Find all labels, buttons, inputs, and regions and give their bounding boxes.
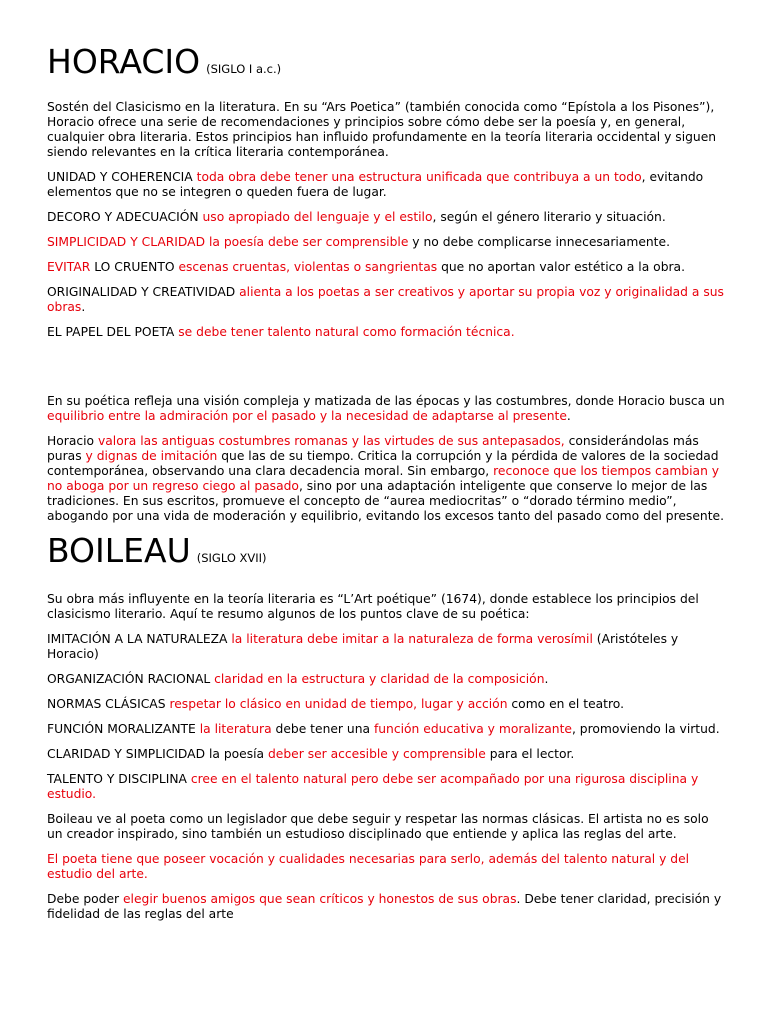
boileau-vocacion-paragraph: El poeta tiene que poseer vocación y cualidades necesarias para serlo, además del talento natural y del estudio del arte. [47,852,690,881]
point-talento: TALENTO Y DISCIPLINA cree en el talento natural pero debe ser acompañado por una rigurosa disciplina y estudio. [47,772,699,801]
principle-originalidad: ORIGINALIDAD Y CREATIVIDAD alienta a los poetas a ser creativos y aportar su propia voz y originalidad a sus obras. [47,285,724,314]
boileau-legislador-paragraph: Boileau ve al poeta como un legislador que debe seguir y respetar las normas clásicas. El artista no es solo un creador inspirado, sino también un estudioso disciplinado que entiende y aplica las reglas del arte. [47,812,709,841]
point-normas: NORMAS CLÁSICAS respetar lo clásico en unidad de tiempo, lugar y acción como en el teatro. [47,697,625,711]
horacio-subtitle: (SIGLO I a.c.) [206,62,282,76]
boileau-heading [47,529,727,580]
point-claridad: CLARIDAD Y SIMPLICIDAD la poesía deber ser accesible y comprensible para el lector. [47,747,575,761]
principle-decoro: DECORO Y ADECUACIÓN uso apropiado del lenguaje y el estilo, según el género literario y situación. [47,210,666,224]
boileau-subtitle: (SIGLO XVII) [196,551,267,565]
principle-unidad: UNIDAD Y COHERENCIA toda obra debe tener una estructura unificada que contribuya a un todo, evitando elementos que no se integren o queden fuera de lugar. [47,170,704,199]
horacio-title: HORACIO [47,42,201,81]
boileau-intro: Su obra más influyente en la teoría literaria es “L’Art poétique” (1674), donde establece los principios del clasicismo literario. Aquí te resumo algunos de los puntos clave de su poética: [47,592,699,621]
principle-papel-poeta: EL PAPEL DEL POETA se debe tener talento natural como formación técnica. [47,325,515,339]
horacio-costumbres-paragraph: Horacio valora las antiguas costumbres romanas y las virtudes de sus antepasados, considerándolas más puras y dignas de imitación que las de su tiempo. Critica la corrupción y la pérdida de valores de la sociedad contemporánea, observando una clara decadencia moral. Sin embargo, reconoce que los tiempos cambian y no aboga por un regreso ciego al pasado, sino por una adaptación inteligente que conserve lo mejor de las tradiciones. En sus escritos, promueve el concepto de “aurea mediocritas” o “dorado término medio”, abogando por una vida de moderación y equilibrio, evitando los excesos tanto del pasado como del presente. [47,434,724,523]
document-content [47,40,727,922]
horacio-intro: Sostén del Clasicismo en la literatura. En su “Ars Poetica” (también conocida como “Epístola a los Pisones”), Horacio ofrece una serie de recomendaciones y principios sobre cómo debe ser la poesía y, en general, cualquier obra literaria. Estos principios han influido profundamente en la teoría literaria occidental y siguen siendo relevantes en la crítica literaria contemporánea. [47,100,717,159]
point-organizacion: ORGANIZACIÓN RACIONAL claridad en la estructura y claridad de la composición. [47,672,549,686]
boileau-amigos-paragraph: Debe poder elegir buenos amigos que sean críticos y honestos de sus obras. Debe tener claridad, precisión y fidelidad de las reglas del arte [47,892,722,921]
point-funcion: FUNCIÓN MORALIZANTE la literatura debe tener una función educativa y moralizante, promoviendo la virtud. [47,722,720,736]
principle-simplicidad: SIMPLICIDAD Y CLARIDAD la poesía debe ser comprensible y no debe complicarse innecesariamente. [47,235,670,249]
boileau-title: BOILEAU [47,531,191,570]
horacio-vision-paragraph: En su poética refleja una visión compleja y matizada de las épocas y las costumbres, donde Horacio busca un equilibrio entre la admiración por el pasado y la necesidad de adaptarse al presente. [47,394,725,423]
horacio-heading [47,40,727,91]
principle-evitar: EVITAR LO CRUENTO escenas cruentas, violentas o sangrientas que no aportan valor estético a la obra. [47,260,686,274]
point-imitacion: IMITACIÓN A LA NATURALEZA la literatura debe imitar a la naturaleza de forma verosímil (Aristóteles y Horacio) [47,632,679,661]
